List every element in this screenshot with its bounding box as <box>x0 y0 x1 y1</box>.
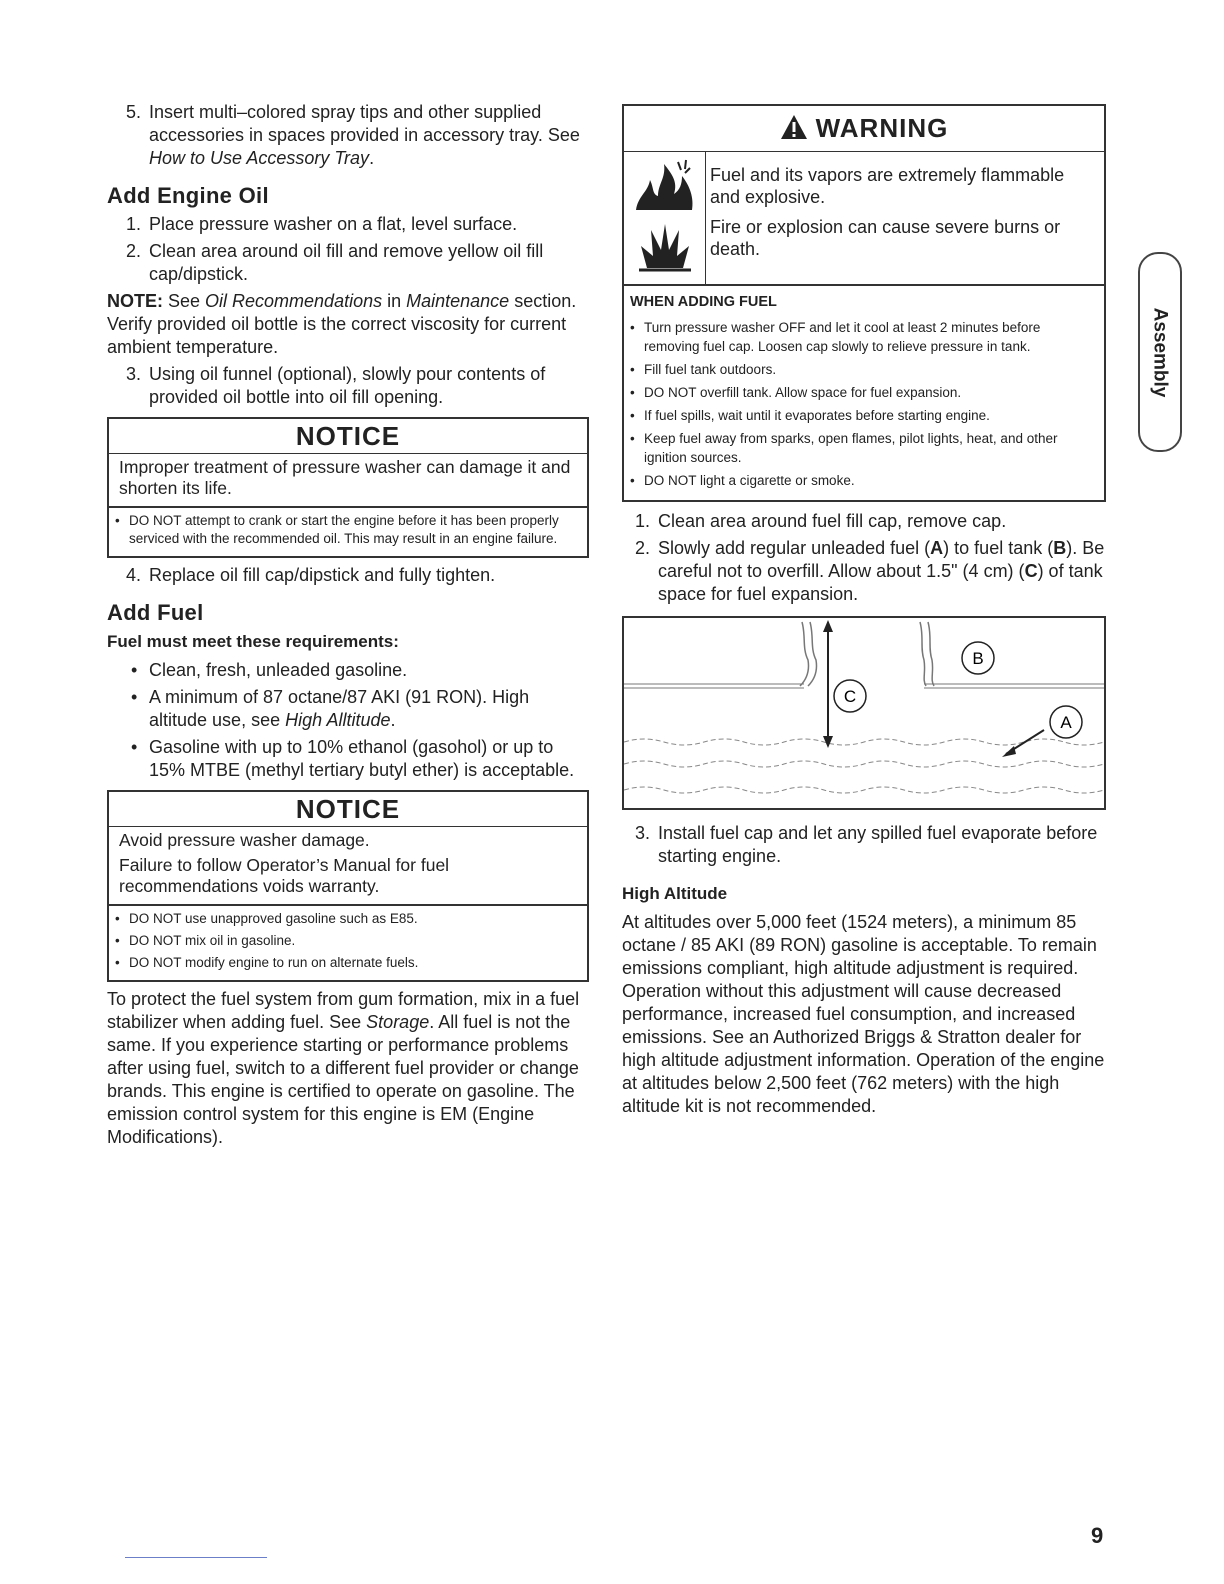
maintenance-link[interactable]: Maintenance <box>406 291 510 311</box>
oil-step-2: 2. Clean area around oil fill and remove yellow oil fill cap/dipstick. <box>125 241 544 284</box>
notice-text: Failure to follow Operator’s Manual for fuel recommendations voids warranty. <box>119 855 450 896</box>
step-number: 5. <box>125 102 141 122</box>
when-adding-fuel-heading: WHEN ADDING FUEL <box>630 294 777 310</box>
warning-box <box>622 104 1106 502</box>
warning-bullet: • Turn pressure washer OFF and let it cool at least 2 minutes before removing fuel cap. Loosen cap slowly to relieve pressure in tank. <box>630 320 1041 354</box>
notice-text: Avoid pressure washer damage. <box>119 830 370 850</box>
notice-bullet: • DO NOT mix oil in gasoline. <box>115 933 296 948</box>
label-c: C <box>843 687 857 706</box>
notice-bullet: • DO NOT modify engine to run on alternate fuels. <box>115 955 419 970</box>
explosion-icon <box>637 218 693 280</box>
footer-rule <box>125 1557 267 1558</box>
notice-title: NOTICE <box>109 419 587 454</box>
add-engine-oil-heading: Add Engine Oil <box>107 183 269 208</box>
assembly-section-tab[interactable] <box>1138 252 1182 452</box>
fuel-step-3: 3. Install fuel cap and let any spilled fuel evaporate before starting engine. <box>634 823 1098 866</box>
oil-recommendations-link[interactable]: Oil Recommendations <box>205 291 383 311</box>
fuel-requirement-item: • Gasoline with up to 10% ethanol (gasohol) or up to 15% MTBE (methyl tertiary butyl ether) is acceptable. <box>131 737 575 780</box>
fuel-requirement-item: • Clean, fresh, unleaded gasoline. <box>131 660 408 680</box>
oil-step-1: 1. Place pressure washer on a flat, level surface. <box>125 214 518 234</box>
notice-title: NOTICE <box>109 792 587 827</box>
warning-text: Fuel and its vapors are extremely flammable and explosive. <box>710 165 1065 207</box>
fuel-protection-paragraph: To protect the fuel system from gum formation, mix in a fuel stabilizer when adding fuel. See Storage. All fuel is not the same. If you experience starting or performance problems after using fuel, switch to a different fuel provider or change brands. This engine is certified to operate on gasoline. The emission control system for this engine is EM (Engine Modifications). <box>107 989 580 1147</box>
warning-bullet: • If fuel spills, wait until it evaporates before starting engine. <box>630 408 990 423</box>
label-b: B <box>972 649 984 668</box>
right-column <box>622 104 1106 1122</box>
fuel-requirement-item: • A minimum of 87 octane/87 AKI (91 RON). High altitude use, see High Alltitude. <box>131 687 530 730</box>
notice-box-oil <box>107 417 589 558</box>
step-5: 5. Insert multi–colored spray tips and other supplied accessories in spaces provided in accessory tray. See How to Use Accessory Tray. <box>107 101 589 170</box>
warning-text: Fire or explosion can cause severe burns or death. <box>710 217 1061 259</box>
note-label: NOTE: <box>107 291 163 311</box>
fuel-step-2: 2. Slowly add regular unleaded fuel (A) to fuel tank (B). Be careful not to overfill. Allow about 1.5" (4 cm) (C) of tank space for fuel expansion. <box>634 538 1105 604</box>
oil-step-3: 3. Using oil funnel (optional), slowly pour contents of provided oil bottle into oil fill opening. <box>125 364 546 407</box>
high-altitude-heading: High Altitude <box>622 884 728 903</box>
left-column <box>107 101 589 1153</box>
accessory-tray-link[interactable]: How to Use Accessory Tray <box>149 148 370 168</box>
fuel-requirements-heading: Fuel must meet these requirements: <box>107 632 399 651</box>
notice-text: Improper treatment of pressure washer can damage it and shorten its life. <box>119 457 571 498</box>
notice-box-fuel <box>107 790 589 982</box>
storage-link[interactable]: Storage <box>366 1012 430 1032</box>
warning-bullet: • DO NOT overfill tank. Allow space for fuel expansion. <box>630 385 962 400</box>
fuel-tank-figure <box>622 616 1106 810</box>
high-altitude-paragraph: At altitudes over 5,000 feet (1524 meters), a minimum 85 octane / 85 AKI (89 RON) gasoline is acceptable. To remain emissions compliant, high altitude adjustment is required. Operation without this adjustment will cause decreased performance, increased fuel consumption, and increased emissions. See an Authorized Briggs & Stratton dealer for high altitude adjustment information. Operation of the engine at altitudes below 2,500 feet (762 meters) with the high altitude kit is not recommended. <box>622 912 1105 1116</box>
step-text: Insert multi–colored spray tips and other supplied accessories in spaces provided in accessory tray. See <box>149 102 580 145</box>
page-number: 9 <box>1091 1523 1104 1548</box>
warning-bullet: • Keep fuel away from sparks, open flames, pilot lights, heat, and other ignition sources. <box>630 431 1058 465</box>
fire-icon <box>632 156 698 218</box>
add-fuel-heading: Add Fuel <box>107 600 204 625</box>
tab-label: Assembly <box>1149 307 1171 397</box>
warning-title: WARNING <box>815 113 949 143</box>
high-altitude-link[interactable]: High Alltitude <box>285 710 391 730</box>
warning-bullet: • Fill fuel tank outdoors. <box>630 362 777 377</box>
label-a: A <box>1060 713 1072 732</box>
fuel-step-1: 1. Clean area around fuel fill cap, remove cap. <box>634 511 1007 531</box>
warning-triangle-icon <box>780 114 808 143</box>
fuel-tank-diagram <box>624 618 1104 808</box>
warning-bullet: • DO NOT light a cigarette or smoke. <box>630 473 855 488</box>
oil-note: NOTE: See Oil Recommendations in Maintenance section. Verify provided oil bottle is the correct viscosity for current ambient temperature. <box>107 291 577 357</box>
warning-header <box>624 106 1104 152</box>
oil-step-4: 4. Replace oil fill cap/dipstick and fully tighten. <box>125 565 496 585</box>
notice-bullet: • DO NOT attempt to crank or start the engine before it has been properly serviced with the recommended oil. This may result in an engine failure. <box>115 513 559 546</box>
notice-bullet: • DO NOT use unapproved gasoline such as E85. <box>115 911 418 926</box>
